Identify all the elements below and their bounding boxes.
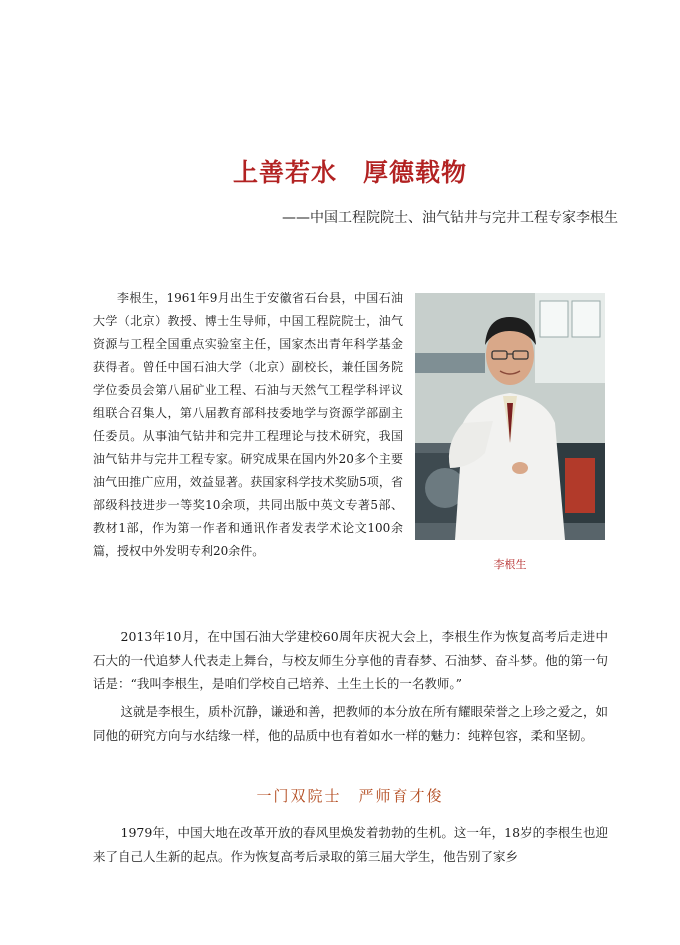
body-paragraph-3: 1979年，中国大地在改革开放的春风里焕发着勃勃的生机。这一年，18岁的李根生也迎来了自己人生新的起点。作为恢复高考后录取的第三届大学生，他告别了家乡 <box>93 825 608 864</box>
photo-caption: 李根生 <box>493 558 527 571</box>
body-paragraph-1: 2013年10月，在中国石油大学建校60周年庆祝大会上，李根生作为恢复高考后走进中石大的一代追梦人代表走上舞台，与校友师生分享他的青春梦、石油梦、奋斗梦。他的第一句话是：“我叫李根生，是咱们学校自己培养、土生土长的一名教师。” <box>93 629 608 691</box>
article-title: 上善若水 厚德载物 <box>232 158 467 187</box>
article-subtitle: ——中国工程院院士、油气钻井与完井工程专家李根生 <box>282 210 618 226</box>
bio-paragraph: 李根生，1961年9月出生于安徽省石台县，中国石油大学（北京）教授、博士生导师，中国工程院院士，油气资源与工程全国重点实验室主任，国家杰出青年科学基金获得者。曾任中国石油大学（北京）副校长，兼任国务院学位委员会第八届矿业工程、石油与天然气工程学科评议组联合召集人，第八届教育部科技委地学与资源学部副主任委员。从事油气钻井和完井工程理论与技术研究，我国油气钻井与完井工程专家。研究成果在国内外20多个主要油气田推广应用，效益显著。获国家科学技术奖励5项，省部级科技进步一等奖10余项，共同出版中英文专著5部、教材1部，作为第一作者和通讯作者发表学术论文100余篇，授权中外发明专利20余件。 <box>93 291 403 558</box>
portrait-illustration <box>415 293 605 540</box>
body-paragraph-2: 这就是李根生，质朴沉静，谦逊和善，把教师的本分放在所有耀眼荣誉之上珍之爱之，如同他的研究方向与水结缘一样，他的品质中也有着如水一样的魅力：纯粹包容，柔和坚韧。 <box>93 704 609 743</box>
section-heading: 一门双院士 严师育才俊 <box>256 787 444 805</box>
portrait-photo <box>415 293 605 540</box>
